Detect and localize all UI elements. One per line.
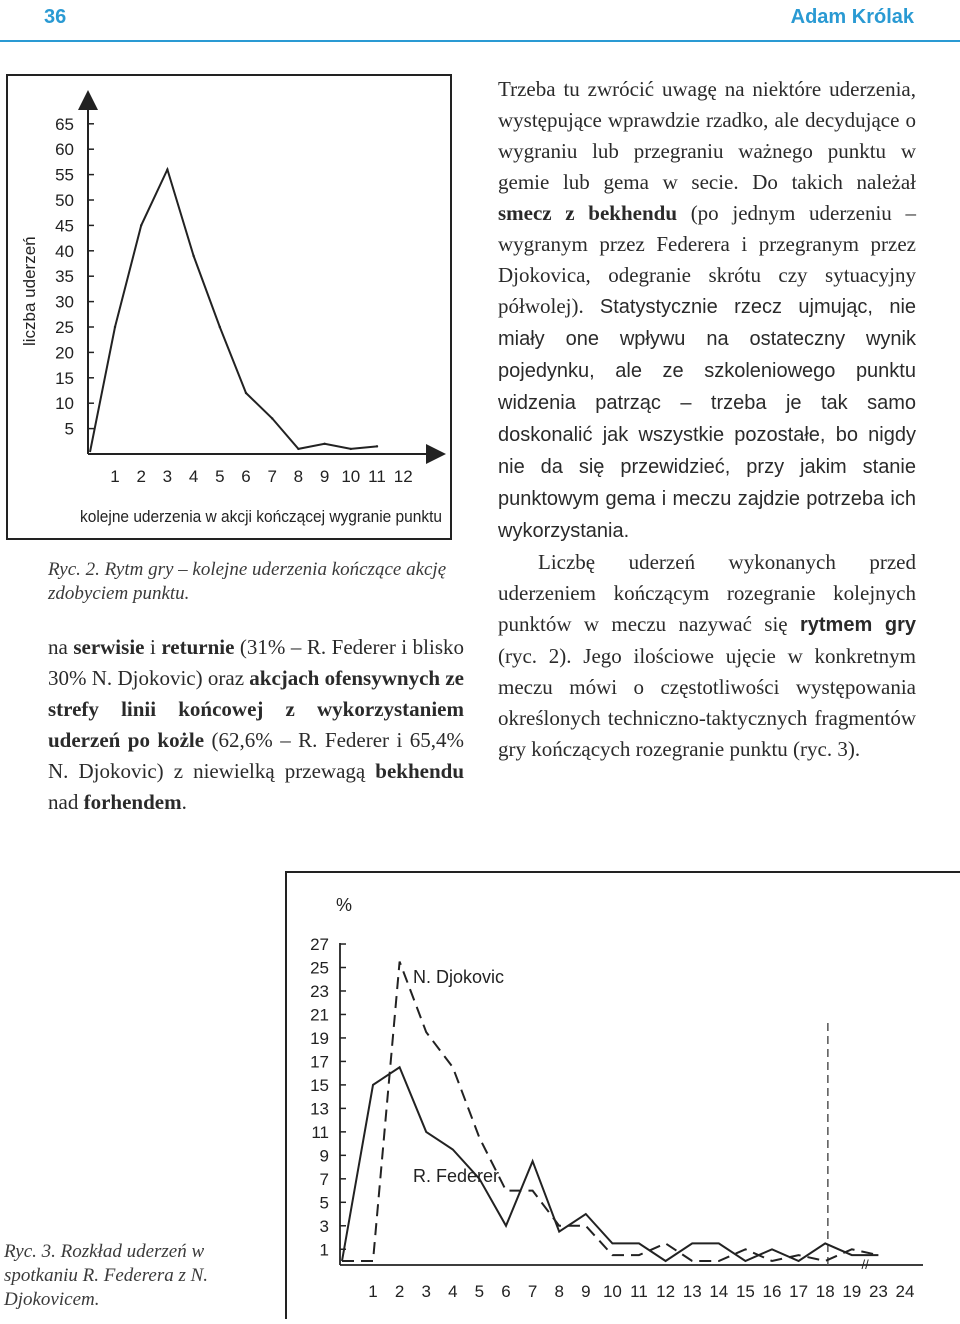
data-point (350, 448, 352, 450)
y-tick-label: 5 (319, 1193, 329, 1213)
x-tick-label: 10 (341, 467, 361, 486)
data-point (192, 255, 194, 257)
y-tick-label: 20 (55, 343, 74, 363)
y-tick-label: 17 (310, 1052, 329, 1072)
x-tick-label: 18 (815, 1282, 835, 1301)
legend-federer-label: R. Federer (413, 1166, 500, 1186)
x-tick-label: 6 (501, 1282, 511, 1301)
data-point (166, 168, 168, 170)
x-tick-label: 8 (293, 467, 304, 486)
x-tick-label: 3 (421, 1282, 431, 1301)
y-tick-label: 7 (319, 1169, 329, 1189)
figure-rhythm-chart-frame (6, 74, 452, 540)
x-tick-label: 6 (241, 467, 251, 486)
running-head-author: Adam Królak (790, 6, 914, 28)
x-tick-label: 23 (868, 1282, 888, 1301)
data-point (297, 448, 299, 450)
y-tick-label: 25 (55, 318, 74, 337)
y-tick-label: 65 (55, 114, 74, 134)
y-tick-label: 15 (310, 1075, 329, 1095)
x-tick-label: 7 (267, 467, 277, 486)
x-tick-label: 4 (448, 1282, 458, 1301)
y-tick-label: 23 (310, 981, 329, 1001)
header-rule (0, 40, 960, 42)
figure3-caption: Ryc. 3. Rozkład uderzeń w spotkaniu R. Federera z N. Djokovicem. (4, 1241, 209, 1310)
y-tick-label: 30 (55, 292, 74, 312)
x-tick-label: 4 (188, 467, 199, 486)
y-tick-label: 9 (319, 1146, 329, 1166)
y-axis-label: liczba uderzeń (20, 236, 39, 346)
legend-djokovic-label: N. Djokovic (413, 967, 505, 987)
x-tick-label: 9 (581, 1282, 591, 1301)
data-point (376, 445, 378, 447)
series-line-federer (342, 1067, 878, 1261)
rhythm-chart (8, 76, 450, 538)
series-line-uderzenia (90, 170, 377, 453)
figure-distribution-chart-frame (285, 871, 960, 1319)
x-tick-label: 11 (630, 1282, 648, 1301)
series-line-djokovic (342, 962, 878, 1261)
x-tick-label: 2 (394, 1282, 405, 1301)
y-tick-label: 1 (319, 1240, 329, 1260)
data-point (271, 417, 273, 419)
x-tick-label: 2 (136, 467, 146, 486)
y-tick-label: 11 (311, 1122, 329, 1142)
data-point (245, 392, 247, 394)
y-tick-label: 27 (310, 935, 329, 955)
x-tick-label: 5 (215, 467, 225, 486)
x-tick-label: 1 (368, 1282, 378, 1301)
y-tick-label: 13 (310, 1099, 329, 1119)
x-tick-label: 8 (554, 1282, 564, 1301)
y-tick-label: 10 (55, 394, 74, 414)
x-tick-label: 10 (602, 1282, 622, 1301)
x-tick-label: 3 (162, 467, 173, 486)
y-tick-label: 5 (64, 419, 74, 439)
y-tick-label: 25 (310, 958, 329, 978)
paragraph-uderzenia: Trzeba tu zwrócić uwagę na niektóre uderzenia, występujące wprawdzie rzadko, ale decydujące o wygraniu lub przegraniu ważnego punktu w gemie lub gema w secie. Do takich należał smecz z bekhendu (po jednym uderzeniu – wygranym przez Federera i przegranym przez Djokovica, odegranie skrótu czy sytuacyjny półwolej). Statystycznie rzecz ujmując, nie miały one wpływu na ostateczny wynik pojedynku, ale ze szkoleniowego punktu widzenia patrząc – trzeba je tak samo doskonalić jak wszystkie pozostałe, bo nigdy nie da się przewidzieć, przy jakim stanie punktowym gema i meczu zajdzie potrzeba ich wykorzystania. (498, 77, 917, 542)
paragraph-serwis: na serwisie i returnie (31% – R. Federer i blisko 30% N. Djokovic) oraz akcjach ofensywnych ze strefy linii końcowej z wykorzystaniem uderzeń po kożle (62,6% – R. Federer i 65,4% N. Djokovic) z niewielką przewagą bekhendu nad forhendem. (48, 635, 465, 814)
y-tick-label: 35 (55, 267, 74, 287)
y-tick-label: 19 (310, 1028, 329, 1048)
y-tick-label: 3 (319, 1216, 329, 1236)
x-tick-label: 16 (762, 1282, 782, 1301)
data-point (323, 443, 325, 445)
x-tick-label: 24 (895, 1282, 915, 1301)
x-tick-label: 15 (735, 1282, 755, 1301)
left-column (48, 632, 464, 818)
y-tick-label: 21 (310, 1005, 329, 1025)
x-tick-label: 12 (393, 467, 413, 486)
x-tick-label: 17 (789, 1282, 809, 1301)
y-tick-label: 50 (55, 191, 74, 210)
x-tick-label: 7 (527, 1282, 538, 1301)
x-tick-label: 13 (682, 1282, 702, 1301)
y-tick-label: 45 (55, 216, 74, 236)
page-number: 36 (44, 6, 67, 28)
x-tick-label: 11 (368, 467, 386, 486)
distribution-chart (287, 873, 960, 1319)
data-point (114, 326, 116, 328)
x-tick-label: 1 (110, 467, 120, 486)
axis-break-marker: // (861, 1257, 869, 1272)
right-column (498, 74, 916, 765)
paragraph-rytm: Liczbę uderzeń wykonanych przed uderzeniem kończącym rozegranie kolejnych punktów w meczu nazywać się rytmem gry (ryc. 2). Jego ilościowe ujęcie w konkretnym meczu mówi o częstotliwości występowania określonych techniczno-taktycznych fragmentów gry kończących rozegranie punktu (ryc. 3). (498, 550, 916, 761)
data-point (219, 326, 221, 328)
figure2-caption: Ryc. 2. Rytm gry – kolejne uderzenia kończące akcję zdobyciem punktu. (48, 559, 447, 604)
x-axis-label: kolejne uderzenia w akcji kończącej wygranie punktu (80, 507, 442, 526)
data-point (140, 224, 142, 226)
y-tick-label: 55 (55, 165, 74, 185)
x-tick-label: 19 (842, 1282, 862, 1301)
x-tick-label: 9 (319, 467, 330, 486)
y-tick-label: 60 (55, 140, 74, 160)
y-axis-unit: % (335, 895, 353, 915)
x-tick-label: 12 (656, 1282, 676, 1301)
x-tick-label: 14 (709, 1282, 729, 1301)
y-tick-label: 15 (55, 368, 74, 388)
y-tick-label: 40 (55, 241, 74, 261)
x-tick-label: 5 (474, 1282, 485, 1301)
